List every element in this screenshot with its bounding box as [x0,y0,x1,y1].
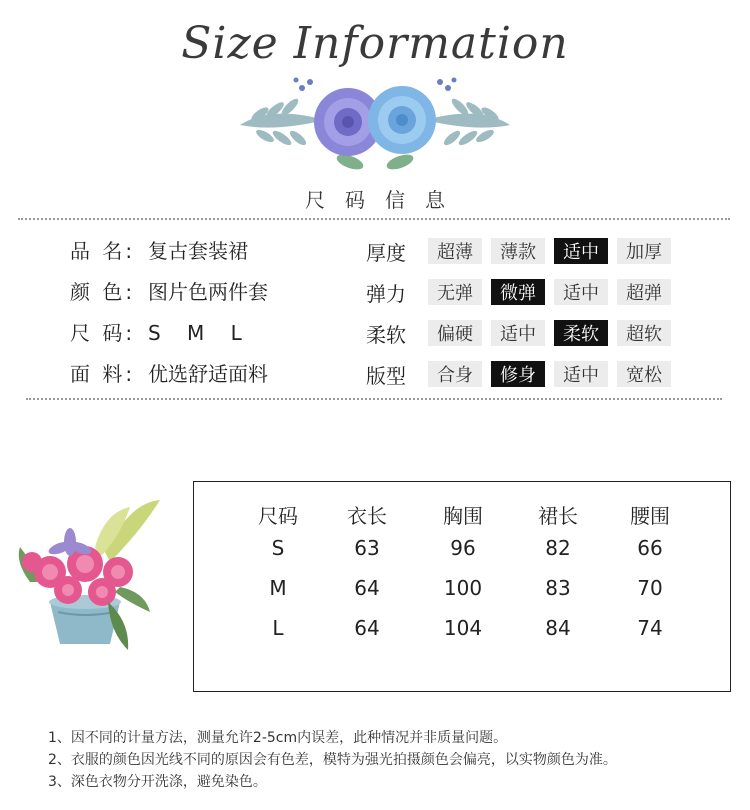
table-cell-size: S [271,536,285,560]
subtitle: 尺码信息 [305,188,465,212]
attr-option: 适中 [491,320,545,346]
attr-label: 弹力 [366,281,406,306]
table-header: 裙长 [538,504,578,528]
attr-option: 薄款 [491,238,545,264]
attr-option: 偏硬 [428,320,482,346]
info-label: 品 名: [70,239,136,263]
flower-bucket-illustration [10,492,170,652]
attr-option: 超弹 [617,279,671,305]
attr-row-fit [366,359,680,389]
table-header: 尺码 [258,504,298,528]
size-table [193,481,731,692]
attr-option: 合身 [428,361,482,387]
note-line: 1、因不同的计量方法，测量允许2-5cm内误差，此种情况并非质量问题。 [48,730,508,746]
table-header: 衣长 [347,504,387,528]
attr-option: 适中 [554,361,608,387]
info-value: 优选舒适面料 [148,362,268,386]
info-row-name [70,236,248,266]
note-line: 3、深色衣物分开洗涤，避免染色。 [48,774,267,790]
table-cell: 74 [637,616,663,640]
info-label: 面 料: [70,362,136,386]
table-header: 腰围 [630,504,670,528]
floral-decoration [230,70,520,180]
table-cell: 100 [443,576,483,600]
attr-option: 宽松 [617,361,671,387]
table-cell: 82 [545,536,571,560]
info-value: 复古套装裙 [148,239,248,263]
attr-option: 柔软 [554,320,608,346]
table-cell: 84 [545,616,571,640]
table-cell: 104 [443,616,483,640]
table-header: 胸围 [443,504,483,528]
table-cell: 66 [637,536,663,560]
table-cell-size: L [272,616,284,640]
table-cell: 70 [637,576,663,600]
attr-option: 适中 [554,238,608,264]
table-cell: 64 [354,616,380,640]
dotted-divider-bottom [26,398,722,400]
attr-row-elasticity [366,277,680,307]
info-row-fabric [70,359,268,389]
info-row-size [70,318,252,348]
attr-option: 加厚 [617,238,671,264]
info-label: 颜 色: [70,280,136,304]
attr-option: 微弹 [491,279,545,305]
attr-row-softness [366,318,680,348]
table-cell: 63 [354,536,380,560]
dotted-divider-top [18,218,730,220]
info-row-color [70,277,268,307]
table-cell: 96 [450,536,476,560]
notes [48,727,617,793]
attr-option: 无弹 [428,279,482,305]
attr-option: 修身 [491,361,545,387]
attr-option: 超软 [617,320,671,346]
table-cell-size: M [269,576,287,600]
note-line: 2、衣服的颜色因光线不同的原因会有色差，模特为强光拍摄颜色会偏亮，以实物颜色为准。 [48,752,617,768]
attr-label: 柔软 [366,322,406,347]
attr-option: 适中 [554,279,608,305]
info-value: S M L [148,321,252,345]
table-cell: 64 [354,576,380,600]
page-title: Size Information [181,18,569,69]
attr-label: 厚度 [366,240,406,265]
info-label: 尺 码: [70,321,136,345]
info-value: 图片色两件套 [148,280,268,304]
attr-row-thickness [366,236,680,266]
attr-option: 超薄 [428,238,482,264]
table-cell: 83 [545,576,571,600]
attr-label: 版型 [366,363,406,388]
